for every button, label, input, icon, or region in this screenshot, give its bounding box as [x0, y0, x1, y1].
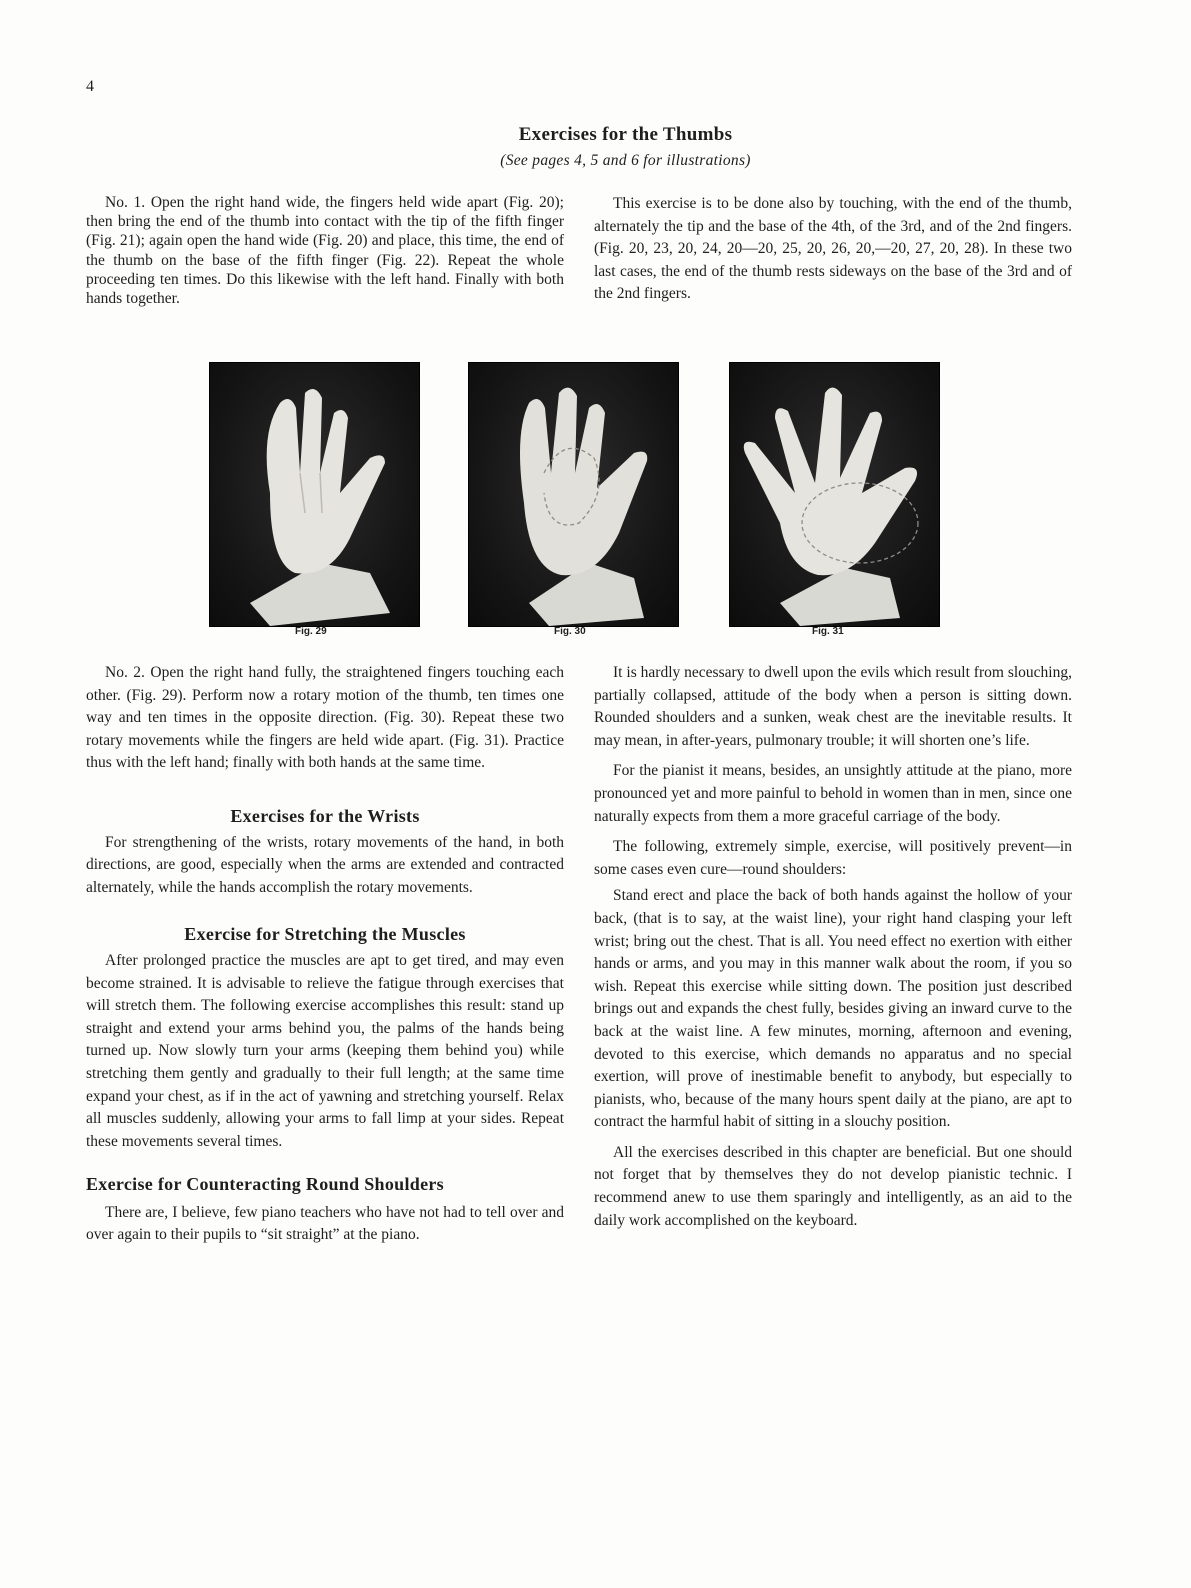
thumbs-no1-paragraph: No. 1. Open the right hand wide, the fingers held wide apart (Fig. 20); then bring the end of the thumb into contact with the tip of the fifth finger (Fig. 21); again open the hand wide (Fig. 20) and place, this time, the end of the thumb on the base of the fifth finger (Fig. 22). Repeat the whole proceeding ten times. Do this likewise with the left hand. Finally with both hands together. — [86, 194, 564, 308]
right-paragraph-5: All the exercises described in this chapter are beneficial. But one should not forget that by themselves they do not develop pianistic technic. I recommend anew to use them sparingly and intelligently, as an aid to the daily work accomplished on the keyboard. — [594, 1143, 1072, 1229]
no2-paragraph: No. 2. Open the right hand fully, the straightened fingers touching each other. (Fig. 29). Perform now a rotary motion of the thumb, ten times one way and ten times in the opposite direction. (Fig. 30). Repeat these two rotary movements while the fingers are held wide apart. (Fig. 31). Practice thus with the left hand; finally with both hands at the same time. — [86, 664, 564, 772]
right-paragraph-2: For the pianist it means, besides, an unsightly attitude at the piano, more pronounced yet and more painful to behold in women than in men, since one naturally expects from them a more graceful carriage of the body. — [594, 762, 1072, 825]
right-paragraph-3: The following, extremely simple, exercise, will positively prevent—in some cases even cure—round shoulders: — [594, 838, 1072, 878]
hand-photo-icon — [469, 363, 678, 626]
thumbs-heading: Exercises for the Thumbs — [518, 124, 733, 145]
wrists-heading: Exercises for the Wrists — [230, 805, 420, 826]
right-paragraph-1: It is hardly necessary to dwell upon the evils which result from slouching, partially collapsed, attitude of the body when a person is sitting down. Rounded shoulders and a sunken, weak chest are the inevitable results. It may mean, in after-years, pulmonary trouble; it will shorten one’s life. — [594, 664, 1072, 749]
wrists-paragraph: For strengthening of the wrists, rotary movements of the hand, in both directions, are good, especially when the arms are extended and contracted alternately, while the hands accomplish the rotary movements. — [86, 833, 564, 896]
figure-31-photo — [729, 362, 940, 627]
figure-29-caption: Fig. 29 — [295, 626, 327, 637]
stretching-heading: Exercise for Stretching the Muscles — [184, 924, 466, 945]
thumbs-also-column — [594, 193, 1072, 306]
figure-29-photo — [209, 362, 420, 627]
thumbs-subtitle: (See pages 4, 5 and 6 for illustrations) — [500, 152, 751, 169]
hand-photo-icon — [730, 363, 939, 626]
shoulders-paragraph: There are, I believe, few piano teachers who have not had to tell over and over again to their pupils to “sit straight” at the piano. — [86, 1203, 564, 1244]
page-number: 4 — [86, 78, 94, 95]
left-column — [86, 662, 564, 1247]
shoulders-heading: Exercise for Counteracting Round Shoulders — [86, 1174, 444, 1195]
right-column — [594, 662, 1072, 1232]
thumbs-no1-column — [86, 193, 564, 308]
figure-30-photo — [468, 362, 679, 627]
stretching-paragraph: After prolonged practice the muscles are apt to get tired, and may even become strained. It is advisable to relieve the fatigue through exercises that will stretch them. The following exercise accomplishes this result: stand up straight and extend your arms behind you, the palms of the hands being turned up. Now slowly turn your arms (keeping them behind you) while stretching them gently and gradually to their full length; at the same time expand your chest, as if in the act of yawning and stretching yourself. Relax all muscles suddenly, allowing your arms to fall limp at your sides. Repeat these movements several times. — [86, 951, 564, 1150]
right-paragraph-4: Stand erect and place the back of both hands against the hollow of your back, (that is to say, at the waist line), your right hand clasping your left wrist; bring out the chest. That is all. You need effect no exertion with either hands or arms, and you may in this manner walk about the room, if you so wish. Repeat this exercise while sitting down. The position just described brings out and expands the chest fully, besides giving an inward curve to the back at the waist line. A few minutes, morning, afternoon and evening, devoted to this exercise, which demands no apparatus and no special exertion, will prove of inestimable benefit to anybody, but especially to pianists, who, because of the many hours spent daily at the piano, are apt to contract the harmful habit of sitting in a slouchy position. — [594, 887, 1072, 1131]
thumbs-also-paragraph: This exercise is to be done also by touching, with the end of the thumb, alternately the tip and the base of the 4th, of the 3rd, and of the 2nd fingers. (Fig. 20, 23, 20, 24, 20—20, 25, 20, 26, 20,—20, 27, 20, 28). In these two last cases, the end of the thumb rests sideways on the base of the 3rd and of the 2nd fingers. — [594, 195, 1072, 303]
hand-photo-icon — [210, 363, 419, 626]
figure-31-caption: Fig. 31 — [812, 626, 844, 637]
figure-30-caption: Fig. 30 — [554, 626, 586, 637]
